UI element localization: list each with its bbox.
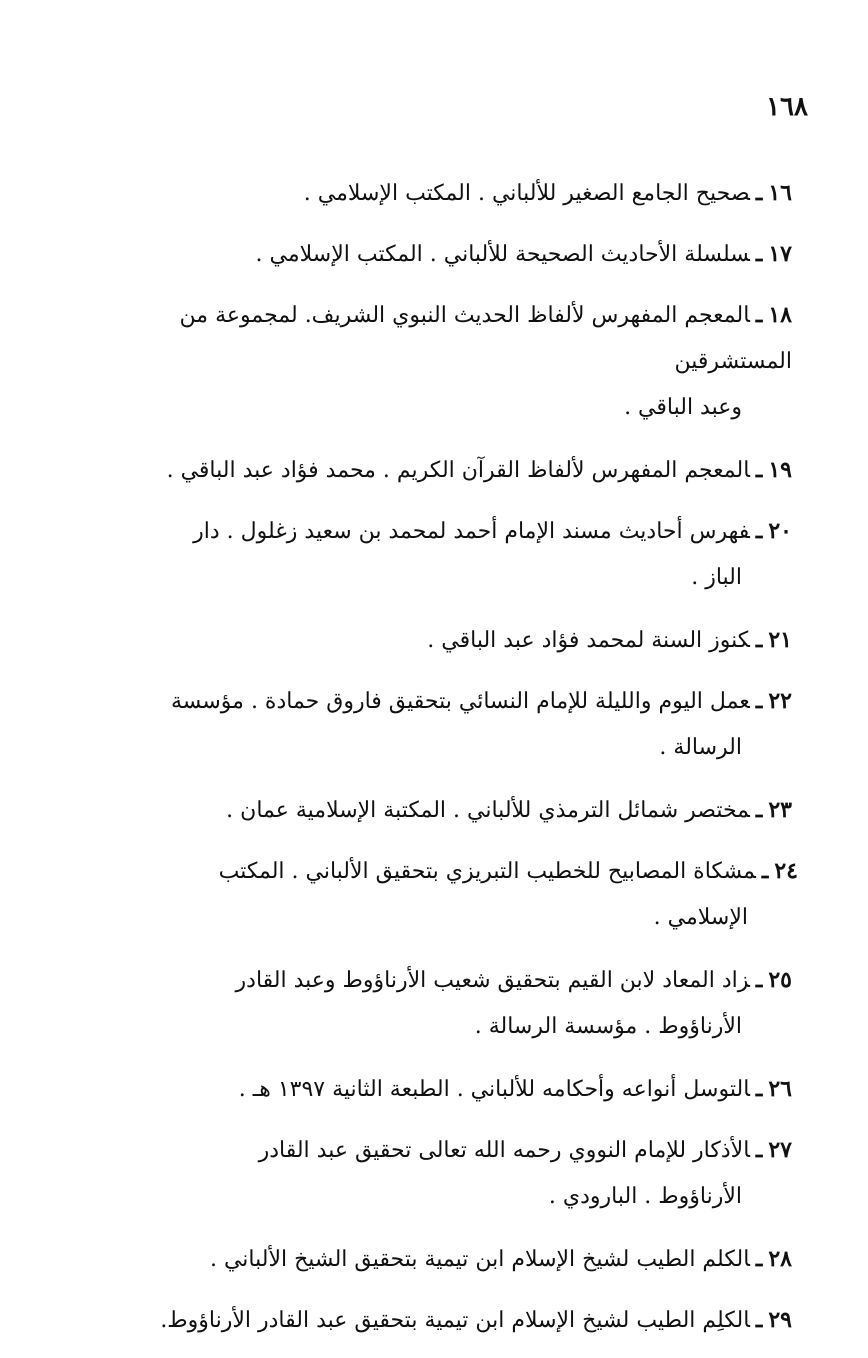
bibliography-entry-29: ٢٩ـالكلِم الطيب لشيخ الإسلام ابن تيمية بتحقيق عبد القادر الأرناؤوط. — [160, 1307, 792, 1333]
entry-text: الأذكار للإمام النووي رحمه الله تعالى تحقيق عبد القادر — [258, 1138, 750, 1163]
entry-number: ٢٩ — [768, 1307, 792, 1333]
bibliography-entry-23: ٢٣ـمختصر شمائل الترمذي للألباني . المكتبة الإسلامية عمان . — [226, 797, 792, 823]
entry-text: زاد المعاد لابن القيم بتحقيق شعيب الأرناؤوط وعبد القادر — [235, 968, 750, 993]
bibliography-entry-22: ٢٢ـعمل اليوم والليلة للإمام النسائي بتحقيق فاروق حمادة . مؤسسة الرسالة . — [122, 678, 792, 771]
entry-text: كنوز السنة لمحمد فؤاد عبد الباقي . — [427, 628, 750, 653]
entry-text: سلسلة الأحاديث الصحيحة للألباني . المكتب الإسلامي . — [255, 242, 750, 267]
bibliography-entry-21: ٢١ـكنوز السنة لمحمد فؤاد عبد الباقي . — [427, 627, 792, 653]
entry-text: عمل اليوم والليلة للإمام النسائي بتحقيق فاروق حمادة . مؤسسة — [170, 689, 750, 714]
entry-number: ٢٨ — [768, 1246, 792, 1272]
entry-number: ٢٦ — [768, 1076, 792, 1102]
bibliography-entry-19: ١٩ـالمعجم المفهرس لألفاظ القرآن الكريم . محمد فؤاد عبد الباقي . — [166, 457, 792, 483]
entry-text: مختصر شمائل الترمذي للألباني . المكتبة الإسلامية عمان . — [226, 798, 750, 823]
bibliography-entry-18: ١٨ـالمعجم المفهرس لألفاظ الحديث النبوي الشريف. لمجموعة من المستشرقين وعبد الباقي . — [122, 292, 792, 431]
entry-number: ١٧ — [768, 241, 792, 267]
entry-text: المعجم المفهرس لألفاظ القرآن الكريم . محمد فؤاد عبد الباقي . — [166, 458, 750, 483]
entry-text: مشكاة المصابيح للخطيب التبريزي بتحقيق الألباني . المكتب — [218, 859, 756, 884]
entry-text: الكلِم الطيب لشيخ الإسلام ابن تيمية بتحقيق عبد القادر الأرناؤوط. — [160, 1308, 750, 1333]
page-number: ١٦٨ — [766, 92, 808, 122]
entry-text-continued: الأرناؤوط . البارودي . — [548, 1184, 742, 1209]
entry-number: ٢٢ — [768, 688, 792, 714]
bibliography-entry-28: ٢٨ـالكلم الطيب لشيخ الإسلام ابن تيمية بتحقيق الشيخ الألباني . — [209, 1246, 792, 1272]
entry-text: صحيح الجامع الصغير للألباني . المكتب الإسلامي . — [303, 181, 750, 206]
entry-number: ١٨ — [768, 302, 792, 328]
entry-number: ٢١ — [768, 627, 792, 653]
entry-text: فهرس أحاديث مسند الإمام أحمد لمحمد بن سعيد زغلول . دار — [193, 519, 750, 544]
entry-number: ٢٣ — [768, 797, 792, 823]
bibliography-entry-26: ٢٦ـالتوسل أنواعه وأحكامه للألباني . الطبعة الثانية ١٣٩٧ هـ . — [238, 1076, 792, 1102]
bibliography-entry-17: ١٧ـسلسلة الأحاديث الصحيحة للألباني . المكتب الإسلامي . — [255, 241, 792, 267]
entry-number: ٢٧ — [768, 1137, 792, 1163]
bibliography-entry-25: ٢٥ـزاد المعاد لابن القيم بتحقيق شعيب الأرناؤوط وعبد القادر الأرناؤوط . مؤسسة الرسالة . — [122, 957, 792, 1050]
bibliography-entry-20: ٢٠ـفهرس أحاديث مسند الإمام أحمد لمحمد بن سعيد زغلول . دار الباز . — [122, 508, 792, 601]
entry-number: ١٦ — [768, 180, 792, 206]
bibliography-list — [122, 170, 798, 1358]
entry-text-continued: الباز . — [691, 565, 742, 590]
entry-number: ٢٠ — [768, 518, 792, 544]
entry-number: ٢٥ — [768, 967, 792, 993]
entry-number: ٢٤ — [774, 858, 798, 884]
entry-text: المعجم المفهرس لألفاظ الحديث النبوي الشريف. لمجموعة من المستشرقين — [179, 303, 792, 374]
entry-text: الكلم الطيب لشيخ الإسلام ابن تيمية بتحقيق الشيخ الألباني . — [209, 1247, 750, 1272]
entry-text-continued: الأرناؤوط . مؤسسة الرسالة . — [474, 1014, 742, 1039]
entry-text-continued: الإسلامي . — [653, 905, 748, 930]
bibliography-entry-24: ٢٤ـمشكاة المصابيح للخطيب التبريزي بتحقيق الألباني . المكتب الإسلامي . — [122, 848, 798, 941]
entry-text-continued: وعبد الباقي . — [624, 395, 742, 420]
entry-number: ١٩ — [768, 457, 792, 483]
entry-text-continued: الرسالة . — [659, 735, 742, 760]
bibliography-entry-27: ٢٧ـالأذكار للإمام النووي رحمه الله تعالى تحقيق عبد القادر الأرناؤوط . البارودي . — [122, 1127, 792, 1220]
bibliography-entry-16: ١٦ـصحيح الجامع الصغير للألباني . المكتب الإسلامي . — [303, 180, 792, 206]
entry-text: التوسل أنواعه وأحكامه للألباني . الطبعة الثانية ١٣٩٧ هـ . — [238, 1077, 750, 1102]
